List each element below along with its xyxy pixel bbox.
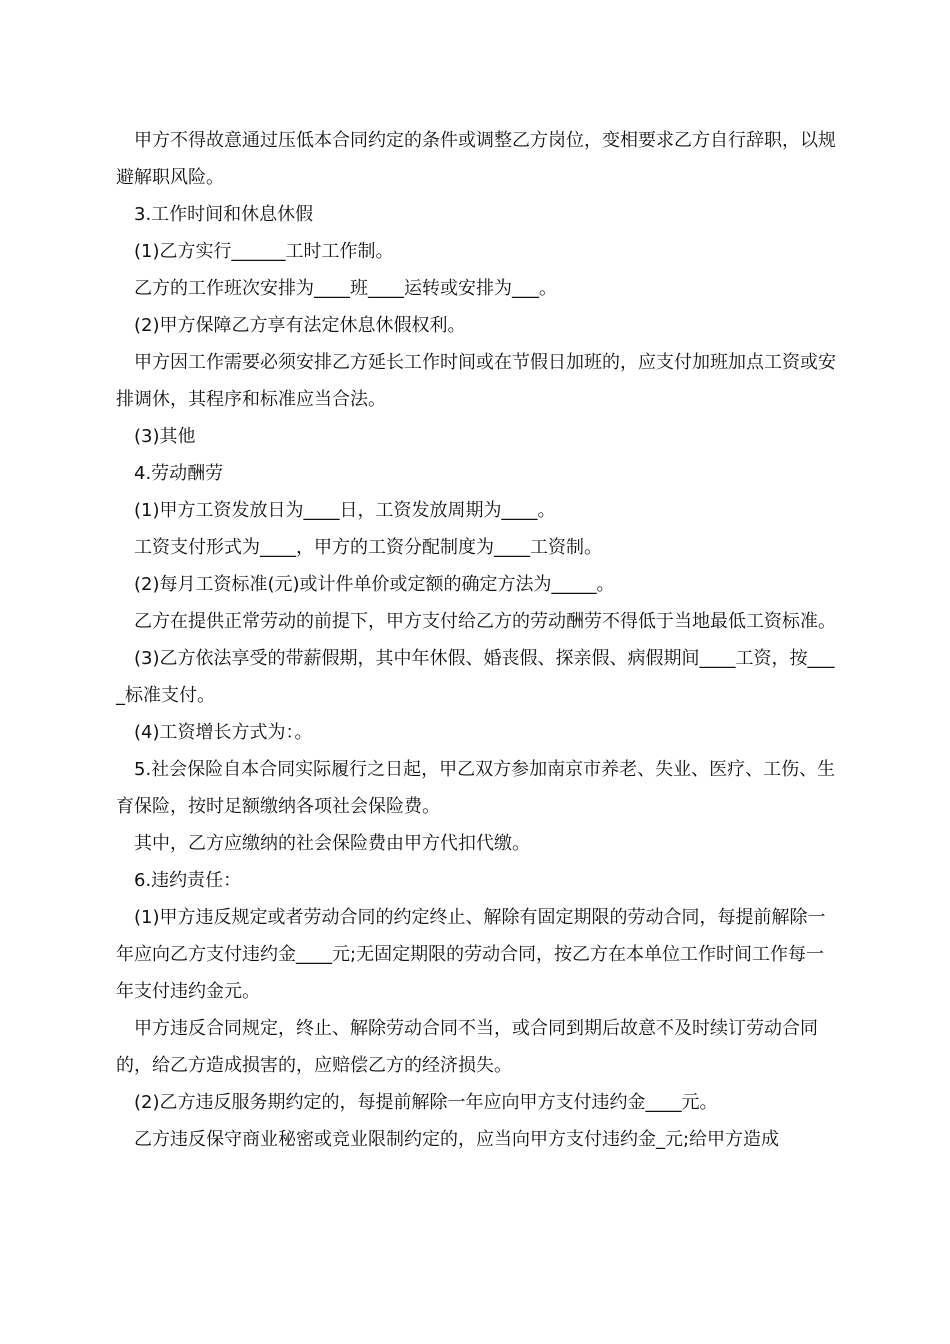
paragraph: 其中，乙方应缴纳的社会保险费由甲方代扣代缴。	[134, 833, 530, 854]
document-body	[116, 122, 838, 1158]
paragraph: 甲方不得故意通过压低本合同约定的条件或调整乙方岗位，变相要求乙方自行辞职，以规避解职风险。	[116, 130, 836, 188]
paragraph: 乙方的工作班次安排为____班____运转或安排为___。	[134, 278, 557, 299]
paragraph: 甲方因工作需要必须安排乙方延长工作时间或在节假日加班的，应支付加班加点工资或安排调休，其程序和标准应当合法。	[116, 352, 836, 410]
paragraph: 工资支付形式为____，甲方的工资分配制度为____工资制。	[134, 537, 602, 558]
section-heading: 3.工作时间和休息休假	[134, 204, 314, 225]
section-heading: 5.社会保险自本合同实际履行之日起，甲乙双方参加南京市养老、失业、医疗、工伤、生育保险，按时足额缴纳各项社会保险费。	[116, 759, 836, 817]
paragraph: 乙方违反保守商业秘密或竞业限制约定的，应当向甲方支付违约金_元;给甲方造成	[134, 1129, 780, 1150]
paragraph: (2)甲方保障乙方享有法定休息休假权利。	[134, 315, 466, 336]
paragraph: (1)甲方违反规定或者劳动合同的约定终止、解除有固定期限的劳动合同，每提前解除一年应向乙方支付违约金____元;无固定期限的劳动合同，按乙方在本单位工作时间工作每一年支付违约金元。	[116, 907, 826, 1002]
section-heading: 4.劳动酬劳	[134, 463, 224, 484]
paragraph: (3)乙方依法享受的带薪假期，其中年休假、婚丧假、探亲假、病假期间____工资，按____标准支付。	[116, 648, 835, 706]
paragraph: 乙方在提供正常劳动的前提下，甲方支付给乙方的劳动酬劳不得低于当地最低工资标准。	[134, 611, 836, 632]
section-heading: 6.违约责任：	[134, 870, 242, 891]
paragraph: (2)每月工资标准(元)或计件单价或定额的确定方法为_____。	[134, 574, 615, 595]
paragraph: (1)甲方工资发放日为____日，工资发放周期为____。	[134, 500, 556, 521]
paragraph: (4)工资增长方式为：。	[134, 722, 313, 743]
paragraph: (2)乙方违反服务期约定的，每提前解除一年应向甲方支付违约金____元。	[134, 1092, 718, 1113]
paragraph: 甲方违反合同规定，终止、解除劳动合同不当，或合同到期后故意不及时续订劳动合同的，给乙方造成损害的，应赔偿乙方的经济损失。	[116, 1018, 818, 1076]
paragraph: (1)乙方实行______工时工作制。	[134, 241, 394, 262]
paragraph: (3)其他	[134, 426, 196, 447]
